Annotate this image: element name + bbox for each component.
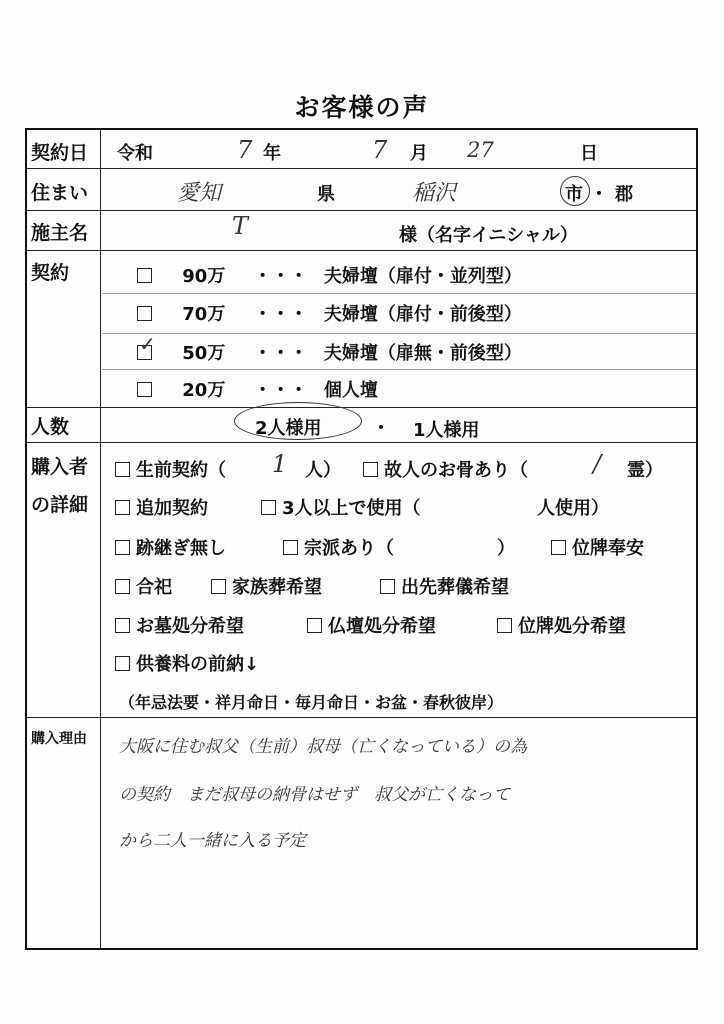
checkbox[interactable] xyxy=(497,618,512,633)
checkbox[interactable] xyxy=(137,382,152,397)
page-title: お客様の声 xyxy=(294,93,430,122)
people-label: 人数 xyxy=(31,416,70,438)
contract-option[interactable]: 70万 ・・・ 夫婦壇（扉付・前後型） xyxy=(137,300,522,326)
remains-count-handwritten[interactable]: / xyxy=(593,450,602,478)
sect-end: ） xyxy=(497,538,515,559)
prefecture-unit: 県 xyxy=(317,184,335,205)
survey-form xyxy=(25,128,698,950)
county-unit: 郡 xyxy=(615,184,633,205)
pre-contract-count-handwritten[interactable]: 1 xyxy=(272,450,288,478)
checkbox[interactable] xyxy=(261,500,276,515)
row-divider xyxy=(27,442,696,443)
year-handwritten[interactable]: 7 xyxy=(237,136,253,164)
ihai-disposal-option[interactable]: 位牌処分希望 xyxy=(497,612,626,638)
city-unit: 市 xyxy=(565,184,583,205)
checkbox[interactable] xyxy=(115,579,130,594)
checkbox[interactable] xyxy=(380,579,395,594)
checkbox[interactable] xyxy=(115,462,130,477)
altar-disposal-option[interactable]: 仏壇処分希望 xyxy=(307,612,436,638)
reason-label: 購入理由 xyxy=(31,731,87,747)
option-divider xyxy=(102,333,696,334)
row-divider xyxy=(27,407,696,408)
day-unit: 日 xyxy=(580,143,598,164)
reason-line-3[interactable]: から二人一緒に入る予定 xyxy=(119,831,306,851)
contract-date-label: 契約日 xyxy=(31,142,89,164)
reason-line-1[interactable]: 大阪に住む叔父（生前）叔母（亡くなっている）の為 xyxy=(119,737,527,757)
month-handwritten[interactable]: 7 xyxy=(372,136,388,164)
era-text: 令和 xyxy=(117,143,153,164)
remains-end: 霊） xyxy=(627,460,663,481)
client-initial-handwritten[interactable]: T xyxy=(232,212,249,240)
pre-contract-end: 人） xyxy=(305,460,341,481)
checkbox[interactable] xyxy=(115,656,130,671)
client-name-label: 施主名 xyxy=(31,222,89,244)
checkbox[interactable] xyxy=(137,306,152,321)
year-unit: 年 xyxy=(263,143,281,164)
purchaser-label-line1: 購入者 xyxy=(31,456,89,478)
people-option-2[interactable]: 2人様用 xyxy=(255,418,322,439)
row-divider xyxy=(27,168,696,169)
purchaser-label-line2: の詳細 xyxy=(31,494,89,516)
row-divider xyxy=(27,210,696,211)
people-separator: ・ xyxy=(372,418,390,439)
checkbox[interactable] xyxy=(137,268,152,283)
row-divider xyxy=(27,717,696,718)
outside-funeral-option[interactable]: 出先葬儀希望 xyxy=(380,573,509,599)
prefecture-handwritten[interactable]: 愛知 xyxy=(177,181,222,206)
remains-option[interactable]: 故人のお骨あり（ xyxy=(363,456,528,482)
contract-option[interactable]: 50万 ・・・ 夫婦壇（扉無・前後型） xyxy=(137,339,522,365)
month-unit: 月 xyxy=(410,143,428,164)
column-divider xyxy=(100,130,101,948)
checkbox[interactable] xyxy=(115,618,130,633)
address-separator: ・ xyxy=(590,184,608,205)
prepaid-offering-option[interactable]: 供養料の前納↓ xyxy=(115,650,259,676)
checkbox[interactable] xyxy=(551,540,566,555)
reason-line-2[interactable]: の契約 まだ叔母の納骨はせず 叔父が亡くなって xyxy=(119,785,510,805)
additional-contract-option[interactable]: 追加契約 xyxy=(115,494,208,520)
pre-contract-option[interactable]: 生前契約（ xyxy=(115,456,226,482)
contract-option[interactable]: 90万 ・・・ 夫婦壇（扉付・並列型） xyxy=(137,262,522,288)
contract-option[interactable]: 20万 ・・・ 個人壇 xyxy=(137,376,378,402)
checkbox[interactable] xyxy=(115,540,130,555)
checkbox[interactable] xyxy=(307,618,322,633)
ihai-enshrine-option[interactable]: 位牌奉安 xyxy=(551,534,644,560)
checkbox[interactable] xyxy=(283,540,298,555)
sect-option[interactable]: 宗派あり（ xyxy=(283,534,394,560)
option-divider xyxy=(102,293,696,294)
city-handwritten[interactable]: 稲沢 xyxy=(412,181,457,206)
family-funeral-option[interactable]: 家族葬希望 xyxy=(211,573,322,599)
offering-note: （年忌法要・祥月命日・毎月命日・お盆・春秋彼岸） xyxy=(119,693,504,712)
checkbox[interactable] xyxy=(115,500,130,515)
three-plus-option[interactable]: 3人以上で使用（ xyxy=(261,494,421,520)
row-divider xyxy=(27,250,696,251)
people-option-1[interactable]: 1人様用 xyxy=(413,420,480,441)
three-plus-end: 人使用） xyxy=(537,498,609,519)
grave-disposal-option[interactable]: お墓処分希望 xyxy=(115,612,244,638)
checkbox[interactable] xyxy=(211,579,226,594)
joint-enshrinement-option[interactable]: 合祀 xyxy=(115,573,172,599)
no-successor-option[interactable]: 跡継ぎ無し xyxy=(115,534,226,560)
checkbox[interactable] xyxy=(363,462,378,477)
day-handwritten[interactable]: 27 xyxy=(467,138,494,162)
option-divider xyxy=(102,369,696,370)
address-label: 住まい xyxy=(31,182,89,204)
client-name-suffix: 様（名字イニシャル） xyxy=(399,225,578,246)
check-mark-icon: ✓ xyxy=(139,332,156,356)
contract-label: 契約 xyxy=(31,262,70,284)
